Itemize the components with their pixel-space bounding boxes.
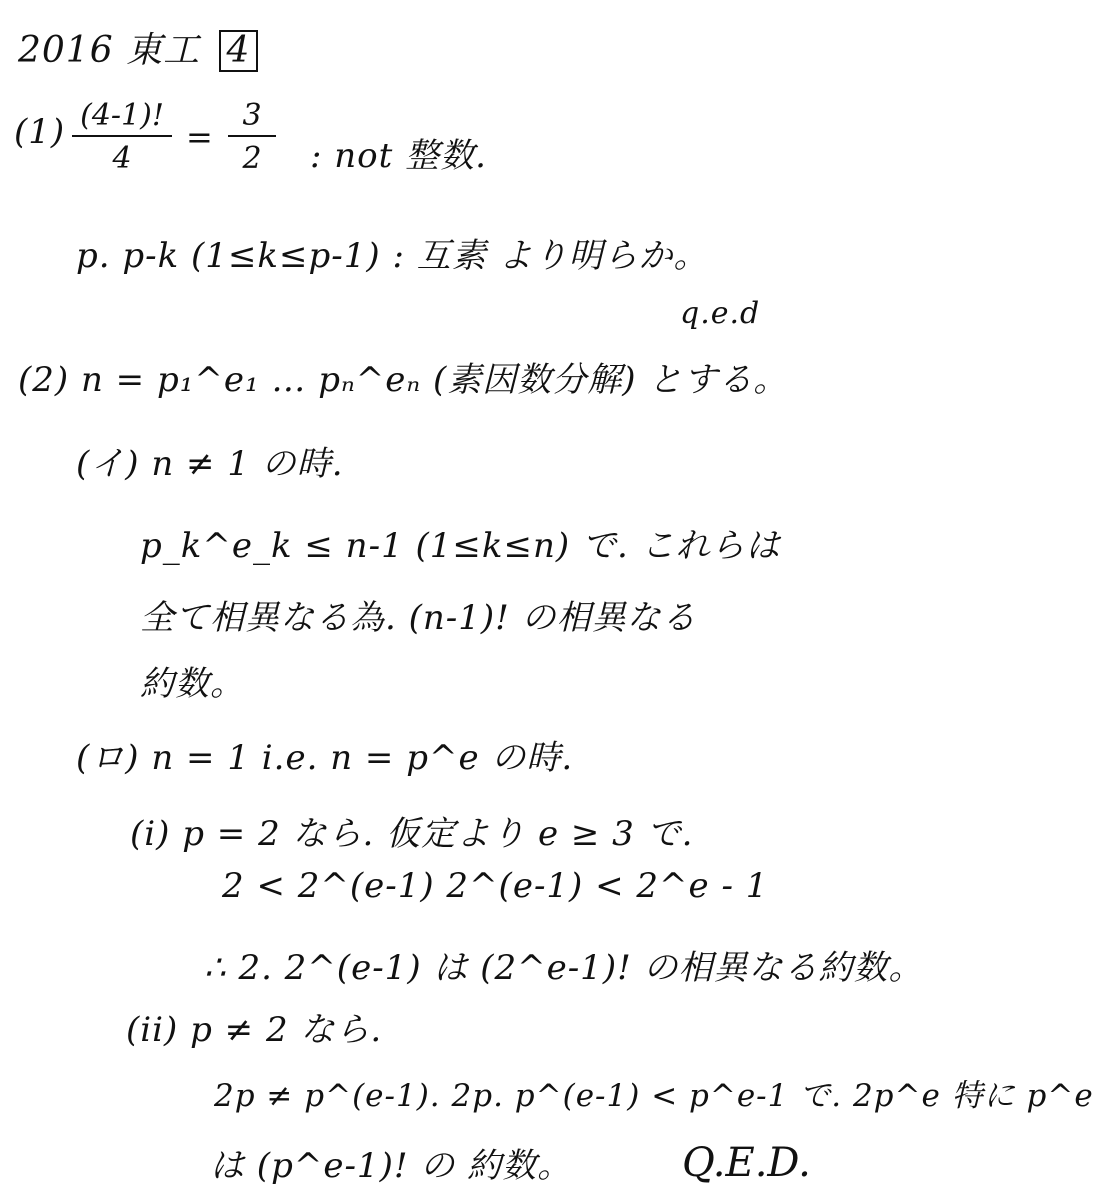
part2-case-i-line2: 全て相異なる為. (n-1)! の相異なる: [140, 598, 697, 638]
part2-sub-i-head: (i) p = 2 なら. 仮定より e ≥ 3 で.: [130, 814, 694, 854]
part1-fraction-result: [228, 98, 276, 176]
part2-sub-i-line2: ∴ 2. 2^(e-1) は (2^e-1)! の相異なる約数。: [204, 948, 924, 988]
part2-case-i-line3: 約数。: [140, 664, 245, 704]
header-year: 2016: [18, 30, 114, 71]
qed-signature: Q.E.D.: [682, 1140, 811, 1186]
part2-sub-ii-line2: は (p^e-1)! の 約数。: [210, 1146, 573, 1186]
part1-frac2-numerator: 3: [228, 98, 276, 137]
part1-equals: =: [186, 118, 213, 156]
header-school: 東工: [126, 30, 201, 71]
part2-sub-ii-line1: 2p ≠ p^(e-1). 2p. p^(e-1) < p^e-1 で. 2p^e 特に p^e: [214, 1078, 1094, 1114]
part1-remark: : not 整数.: [310, 136, 487, 176]
part2-sub-ii-head: (ii) p ≠ 2 なら.: [126, 1010, 383, 1050]
part1-frac-numerator: (4-1)!: [72, 98, 172, 137]
part1-qed: q.e.d: [680, 296, 761, 331]
part1-frac-denominator: 4: [112, 141, 132, 176]
header: [18, 22, 258, 73]
part2-intro: (2) n = p₁^e₁ … pₙ^eₙ (素因数分解) とする。: [18, 360, 789, 400]
part2-case-ro-head: (ロ) n = 1 i.e. n = p^e の時.: [76, 738, 574, 778]
part1-fraction: [72, 98, 172, 176]
part1-frac2-denominator: 2: [242, 141, 262, 176]
part2-sub-i-line1: 2 < 2^(e-1) 2^(e-1) < 2^e - 1: [222, 866, 769, 906]
part2-case-i-line1: p_k^e_k ≤ n-1 (1≤k≤n) で. これらは: [140, 526, 781, 566]
part2-case-i-head: (イ) n ≠ 1 の時.: [76, 444, 344, 484]
header-problem-number: 4: [219, 30, 259, 72]
part1-label: (1): [14, 112, 66, 152]
part1-line2: p. p-k (1≤k≤p-1) : 互素 より明らか。: [76, 236, 709, 276]
